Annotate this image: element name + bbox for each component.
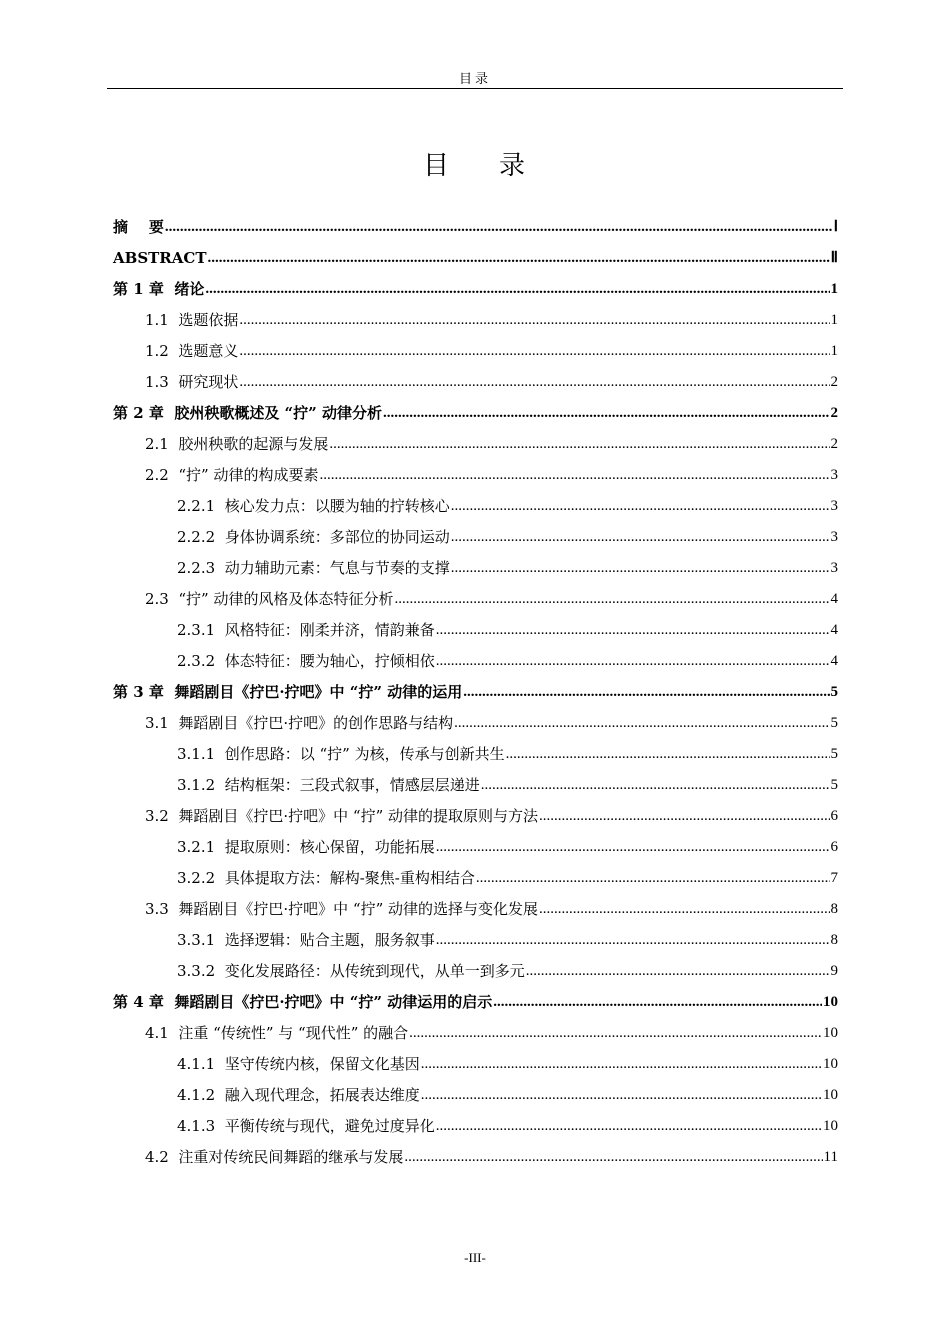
toc-entry-page: 3 xyxy=(830,529,838,545)
toc-entry-label: 3.2.1 提取原则：核心保留，功能拓展 xyxy=(177,838,435,856)
toc-entry[interactable] xyxy=(113,422,838,453)
toc-entry-label: 3.1.1 创作思路：以 “拧” 为核，传承与创新共生 xyxy=(177,745,505,763)
toc-entry-label: 2.3.2 体态特征：腰为轴心，拧倾相依 xyxy=(177,652,435,670)
toc-entry[interactable] xyxy=(113,329,838,360)
toc-entry[interactable] xyxy=(113,298,838,329)
toc-entry-label: 1.1 选题依据 xyxy=(145,311,239,329)
toc-entry-page: 6 xyxy=(830,808,838,824)
toc-entry-label: 第 2 章 胶州秧歌概述及 “拧” 动律分析 xyxy=(113,404,383,422)
toc-entry[interactable] xyxy=(113,949,838,980)
toc-entry-label: 2.1 胶州秧歌的起源与发展 xyxy=(145,435,329,453)
toc-entry[interactable] xyxy=(113,267,838,298)
toc-entry-label: 4.1 注重 “传统性” 与 “现代性” 的融合 xyxy=(145,1024,409,1042)
toc-dot-leader xyxy=(383,404,829,422)
toc-entry[interactable] xyxy=(113,1011,838,1042)
toc-entry[interactable] xyxy=(113,608,838,639)
toc-entry-label: 3.3 舞蹈剧目《拧巴·拧吧》中 “拧” 动律的选择与变化发展 xyxy=(145,900,539,918)
toc-entry-label: 1.3 研究现状 xyxy=(145,373,239,391)
toc-entry-page: Ⅱ xyxy=(830,250,838,266)
toc-dot-leader xyxy=(451,528,830,546)
toc-dot-leader xyxy=(239,342,829,360)
toc-entry-page: 11 xyxy=(823,1149,838,1165)
toc-entry-label: 3.2 舞蹈剧目《拧巴·拧吧》中 “拧” 动律的提取原则与方法 xyxy=(145,807,539,825)
toc-dot-leader xyxy=(320,466,830,484)
toc-entry-label: 第 1 章 绪论 xyxy=(113,280,205,298)
toc-entry[interactable] xyxy=(113,701,838,732)
toc-dot-leader xyxy=(421,1086,822,1104)
toc-entry-label: 2.3 “拧” 动律的风格及体态特征分析 xyxy=(145,590,394,608)
toc-dot-leader xyxy=(239,311,829,329)
toc-entry-page: 2 xyxy=(830,374,838,390)
title-char-right: 录 xyxy=(499,151,528,181)
toc-entry-label: 3.3.2 变化发展路径：从传统到现代，从单一到多元 xyxy=(177,962,525,980)
toc-entry[interactable] xyxy=(113,887,838,918)
toc-dot-leader xyxy=(451,497,830,515)
toc-dot-leader xyxy=(395,590,830,608)
toc-dot-leader xyxy=(506,745,830,763)
toc-dot-leader xyxy=(454,714,829,732)
toc-entry-label: 摘 要 xyxy=(113,218,164,236)
toc-entry-page: 2 xyxy=(830,436,838,452)
toc-entry[interactable] xyxy=(113,360,838,391)
toc-entry[interactable] xyxy=(113,856,838,887)
toc-entry-page: 1 xyxy=(830,343,838,359)
toc-entry[interactable] xyxy=(113,236,838,267)
toc-entry[interactable] xyxy=(113,980,838,1011)
toc-entry[interactable] xyxy=(113,577,838,608)
toc-entry[interactable] xyxy=(113,794,838,825)
toc-entry-page: 10 xyxy=(823,1025,838,1041)
toc-entry-page: 1 xyxy=(830,312,838,328)
toc-entry-page: 10 xyxy=(823,1087,838,1103)
toc-entry-page: 7 xyxy=(830,870,838,886)
toc-entry[interactable] xyxy=(113,484,838,515)
toc-entry-label: 2.3.1 风格特征：刚柔并济，情韵兼备 xyxy=(177,621,435,639)
toc-entry-label: 2.2.1 核心发力点：以腰为轴的拧转核心 xyxy=(177,497,450,515)
toc-dot-leader xyxy=(421,1055,822,1073)
toc-entry-label: 1.2 选题意义 xyxy=(145,342,239,360)
toc-entry-page: 6 xyxy=(830,839,838,855)
toc-entry-page: 5 xyxy=(830,715,838,731)
toc-entry-label: 4.2 注重对传统民间舞蹈的继承与发展 xyxy=(145,1148,404,1166)
toc-entry-page: Ⅰ xyxy=(833,219,838,235)
toc-entry[interactable] xyxy=(113,391,838,422)
toc-entry-label: 第 4 章 舞蹈剧目《拧巴·拧吧》中 “拧” 动律运用的启示 xyxy=(113,993,493,1011)
toc-entry[interactable] xyxy=(113,763,838,794)
toc-entry[interactable] xyxy=(113,515,838,546)
toc-entry-page: 5 xyxy=(830,684,838,700)
toc-entry-page: 10 xyxy=(823,1118,838,1134)
toc-entry-page: 10 xyxy=(823,994,838,1010)
toc-entry-label: 第 3 章 舞蹈剧目《拧巴·拧吧》中 “拧” 动律的运用 xyxy=(113,683,463,701)
toc-entry-page: 5 xyxy=(830,777,838,793)
toc-entry[interactable] xyxy=(113,1135,838,1166)
toc-entry[interactable] xyxy=(113,918,838,949)
toc-entry-page: 5 xyxy=(830,746,838,762)
page-title xyxy=(0,145,950,182)
toc-entry[interactable] xyxy=(113,546,838,577)
toc-dot-leader xyxy=(205,280,829,298)
toc-entry-page: 9 xyxy=(830,963,838,979)
toc-entry-page: 1 xyxy=(830,281,838,297)
toc-entry-page: 3 xyxy=(830,560,838,576)
toc-entry-label: 3.1 舞蹈剧目《拧巴·拧吧》的创作思路与结构 xyxy=(145,714,454,732)
toc-entry[interactable] xyxy=(113,1073,838,1104)
toc-dot-leader xyxy=(526,962,830,980)
page-number: -III- xyxy=(464,1250,486,1265)
toc-dot-leader xyxy=(329,435,829,453)
toc-entry-page: 4 xyxy=(830,622,838,638)
toc-dot-leader xyxy=(404,1148,822,1166)
toc-entry-page: 3 xyxy=(830,467,838,483)
toc-entry-page: 4 xyxy=(830,653,838,669)
toc-dot-leader xyxy=(539,900,829,918)
toc-dot-leader xyxy=(436,931,830,949)
toc-entry-label: 2.2 “拧” 动律的构成要素 xyxy=(145,466,319,484)
toc-entry-page: 8 xyxy=(830,901,838,917)
toc-dot-leader xyxy=(436,652,830,670)
table-of-contents xyxy=(113,205,838,1166)
toc-entry-page: 3 xyxy=(830,498,838,514)
toc-entry-page: 10 xyxy=(823,1056,838,1072)
toc-entry-label: 4.1.1 坚守传统内核，保留文化基因 xyxy=(177,1055,420,1073)
toc-entry-label: 4.1.2 融入现代理念，拓展表达维度 xyxy=(177,1086,420,1104)
toc-dot-leader xyxy=(436,1117,822,1135)
toc-entry[interactable] xyxy=(113,1104,838,1135)
toc-dot-leader xyxy=(476,869,830,887)
toc-entry-label: 2.2.3 动力辅助元素：气息与节奏的支撑 xyxy=(177,559,450,577)
header-rule xyxy=(107,88,843,89)
toc-entry[interactable] xyxy=(113,639,838,670)
toc-dot-leader xyxy=(436,838,830,856)
toc-entry[interactable] xyxy=(113,205,838,236)
toc-dot-leader xyxy=(436,621,830,639)
toc-entry-label: 4.1.3 平衡传统与现代，避免过度异化 xyxy=(177,1117,435,1135)
toc-entry-page: 8 xyxy=(830,932,838,948)
toc-entry[interactable] xyxy=(113,453,838,484)
toc-entry-label: 3.2.2 具体提取方法：解构-聚焦-重构相结合 xyxy=(177,869,475,887)
toc-dot-leader xyxy=(493,993,822,1011)
toc-dot-leader xyxy=(409,1024,822,1042)
toc-entry[interactable] xyxy=(113,732,838,763)
toc-entry[interactable] xyxy=(113,825,838,856)
toc-dot-leader xyxy=(165,218,833,236)
toc-entry-page: 2 xyxy=(830,405,838,421)
running-header: 目录 xyxy=(458,72,491,87)
toc-entry[interactable] xyxy=(113,1042,838,1073)
title-char-left: 目 xyxy=(422,151,451,181)
toc-dot-leader xyxy=(539,807,829,825)
toc-dot-leader xyxy=(239,373,829,391)
toc-entry-label: 3.1.2 结构框架：三段式叙事，情感层层递进 xyxy=(177,776,480,794)
toc-entry-page: 4 xyxy=(830,591,838,607)
toc-dot-leader xyxy=(463,683,829,701)
toc-entry-label: ABSTRACT xyxy=(113,249,207,267)
toc-entry[interactable] xyxy=(113,670,838,701)
toc-entry-label: 2.2.2 身体协调系统：多部位的协同运动 xyxy=(177,528,450,546)
toc-entry-label: 3.3.1 选择逻辑：贴合主题，服务叙事 xyxy=(177,931,435,949)
toc-dot-leader xyxy=(208,249,830,267)
toc-dot-leader xyxy=(481,776,830,794)
toc-dot-leader xyxy=(451,559,830,577)
